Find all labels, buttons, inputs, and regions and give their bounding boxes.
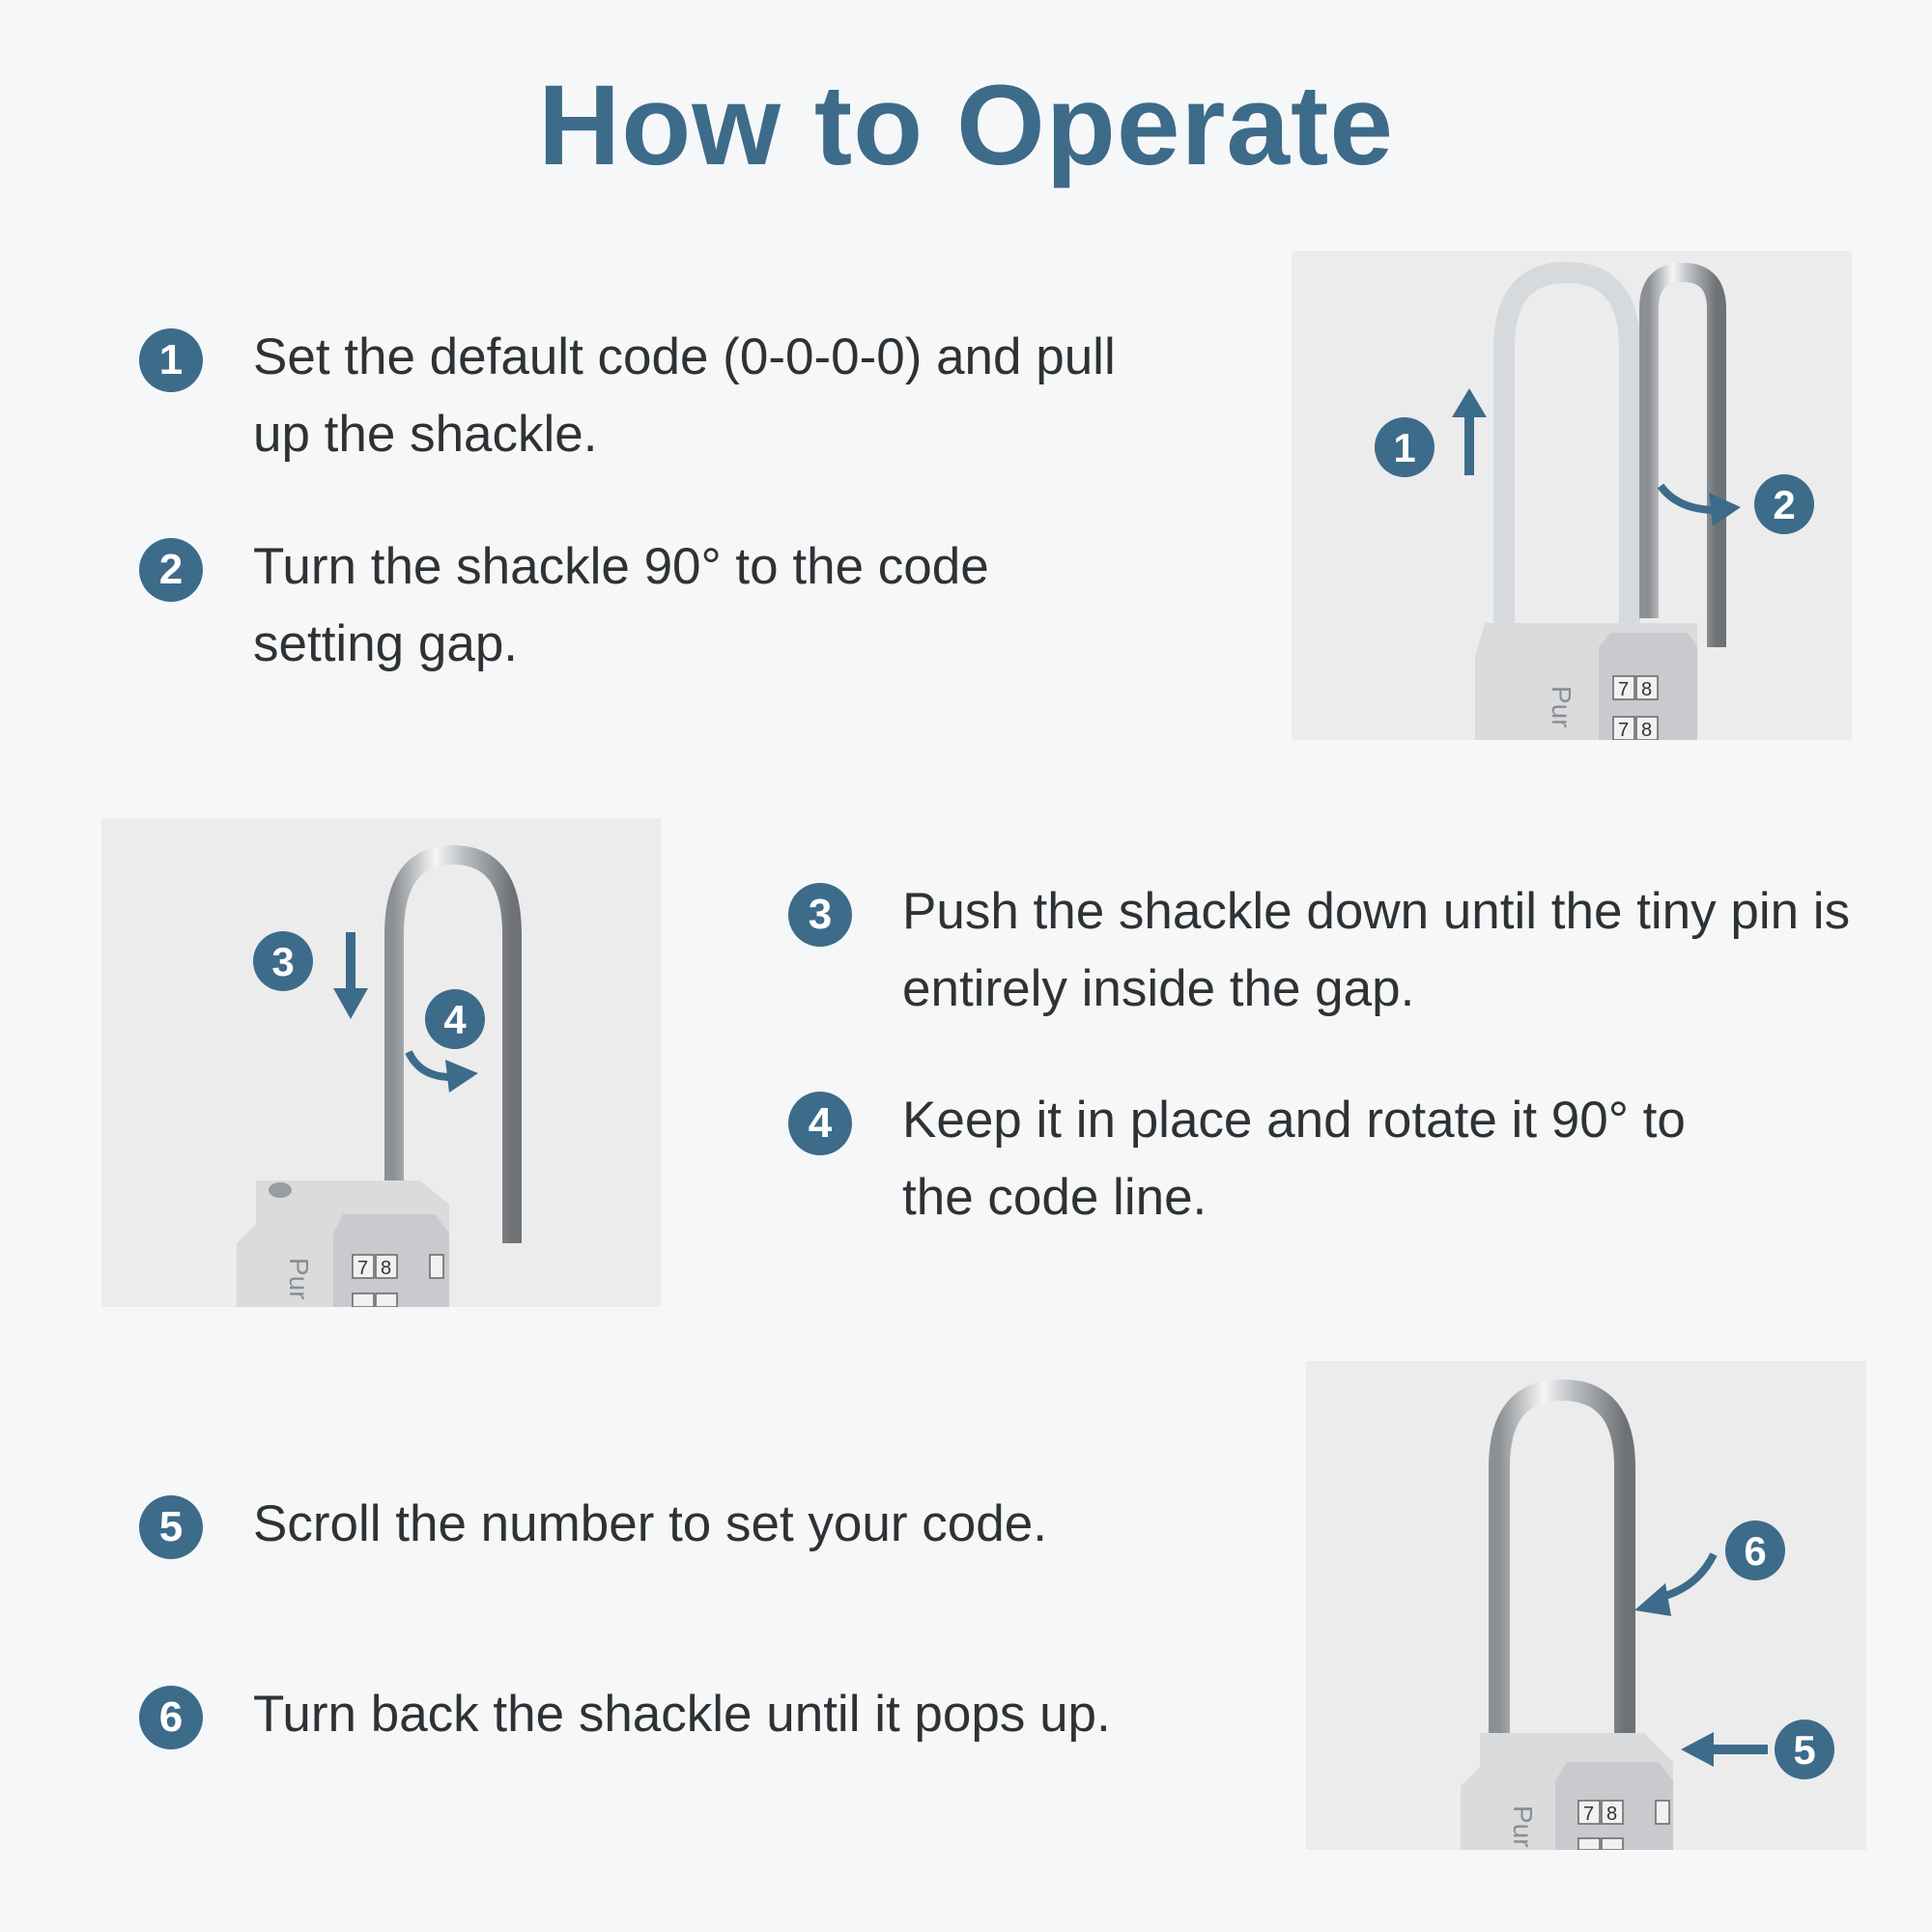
arrow-down-icon [333,932,368,1019]
step-number-badge: 3 [788,883,852,947]
step-text: Scroll the number to set your code. [253,1495,1047,1552]
step-2 [139,528,1105,683]
brand-label: Pur [1547,686,1577,728]
step-number-badge: 4 [788,1092,852,1155]
dial-digit: 7 [1618,679,1630,700]
dial-digit: 8 [1641,679,1653,700]
step-text: Keep it in place and rotate it 90° to the code line. [902,1092,1686,1226]
step-text: Turn the shackle 90° to the code setting gap. [253,538,989,672]
dial-digit: 7 [357,1258,369,1279]
arrow-left-icon [1681,1732,1768,1767]
step-5 [139,1486,1202,1563]
callout-number: 2 [1773,482,1796,527]
step-text: Turn back the shackle until it pops up. [253,1686,1111,1743]
illustration-steps-5-6 [1306,1361,1866,1850]
step-text: Set the default code (0-0-0-0) and pull up the shackle. [253,328,1116,463]
illustration-steps-1-2 [1292,251,1852,740]
brand-label: Pur [1508,1805,1538,1848]
callout-number: 6 [1744,1528,1767,1574]
step-6 [139,1676,1202,1753]
curved-arrow-icon [1661,486,1741,526]
arrow-up-icon [1452,388,1487,475]
step-number-badge: 5 [139,1495,203,1559]
step-number-badge: 1 [139,328,203,392]
callout-number: 3 [271,939,295,984]
step-number-badge: 2 [139,538,203,602]
page-title: How to Operate [538,62,1394,189]
dial-digit: 7 [1583,1804,1595,1825]
padlock-illustration [1292,251,1852,740]
dial-digit: 8 [1606,1804,1618,1825]
curved-arrow-icon [1634,1554,1714,1616]
dial-digit: 8 [381,1258,392,1279]
padlock-illustration [101,818,661,1307]
step-text: Push the shackle down until the tiny pin is entirely inside the gap. [902,883,1851,1017]
step-1 [139,319,1163,473]
callout-number: 5 [1793,1727,1816,1773]
step-4 [788,1082,1754,1236]
dial-digit: 7 [1618,720,1630,740]
curved-arrow-icon [409,1052,478,1093]
dial-digit: 8 [1641,720,1653,740]
callout-number: 4 [443,997,467,1042]
callout-number: 1 [1393,425,1416,470]
padlock-illustration [1306,1361,1866,1850]
illustration-steps-3-4 [101,818,661,1307]
brand-label: Pur [284,1258,314,1300]
step-3 [788,873,1861,1028]
step-number-badge: 6 [139,1686,203,1749]
